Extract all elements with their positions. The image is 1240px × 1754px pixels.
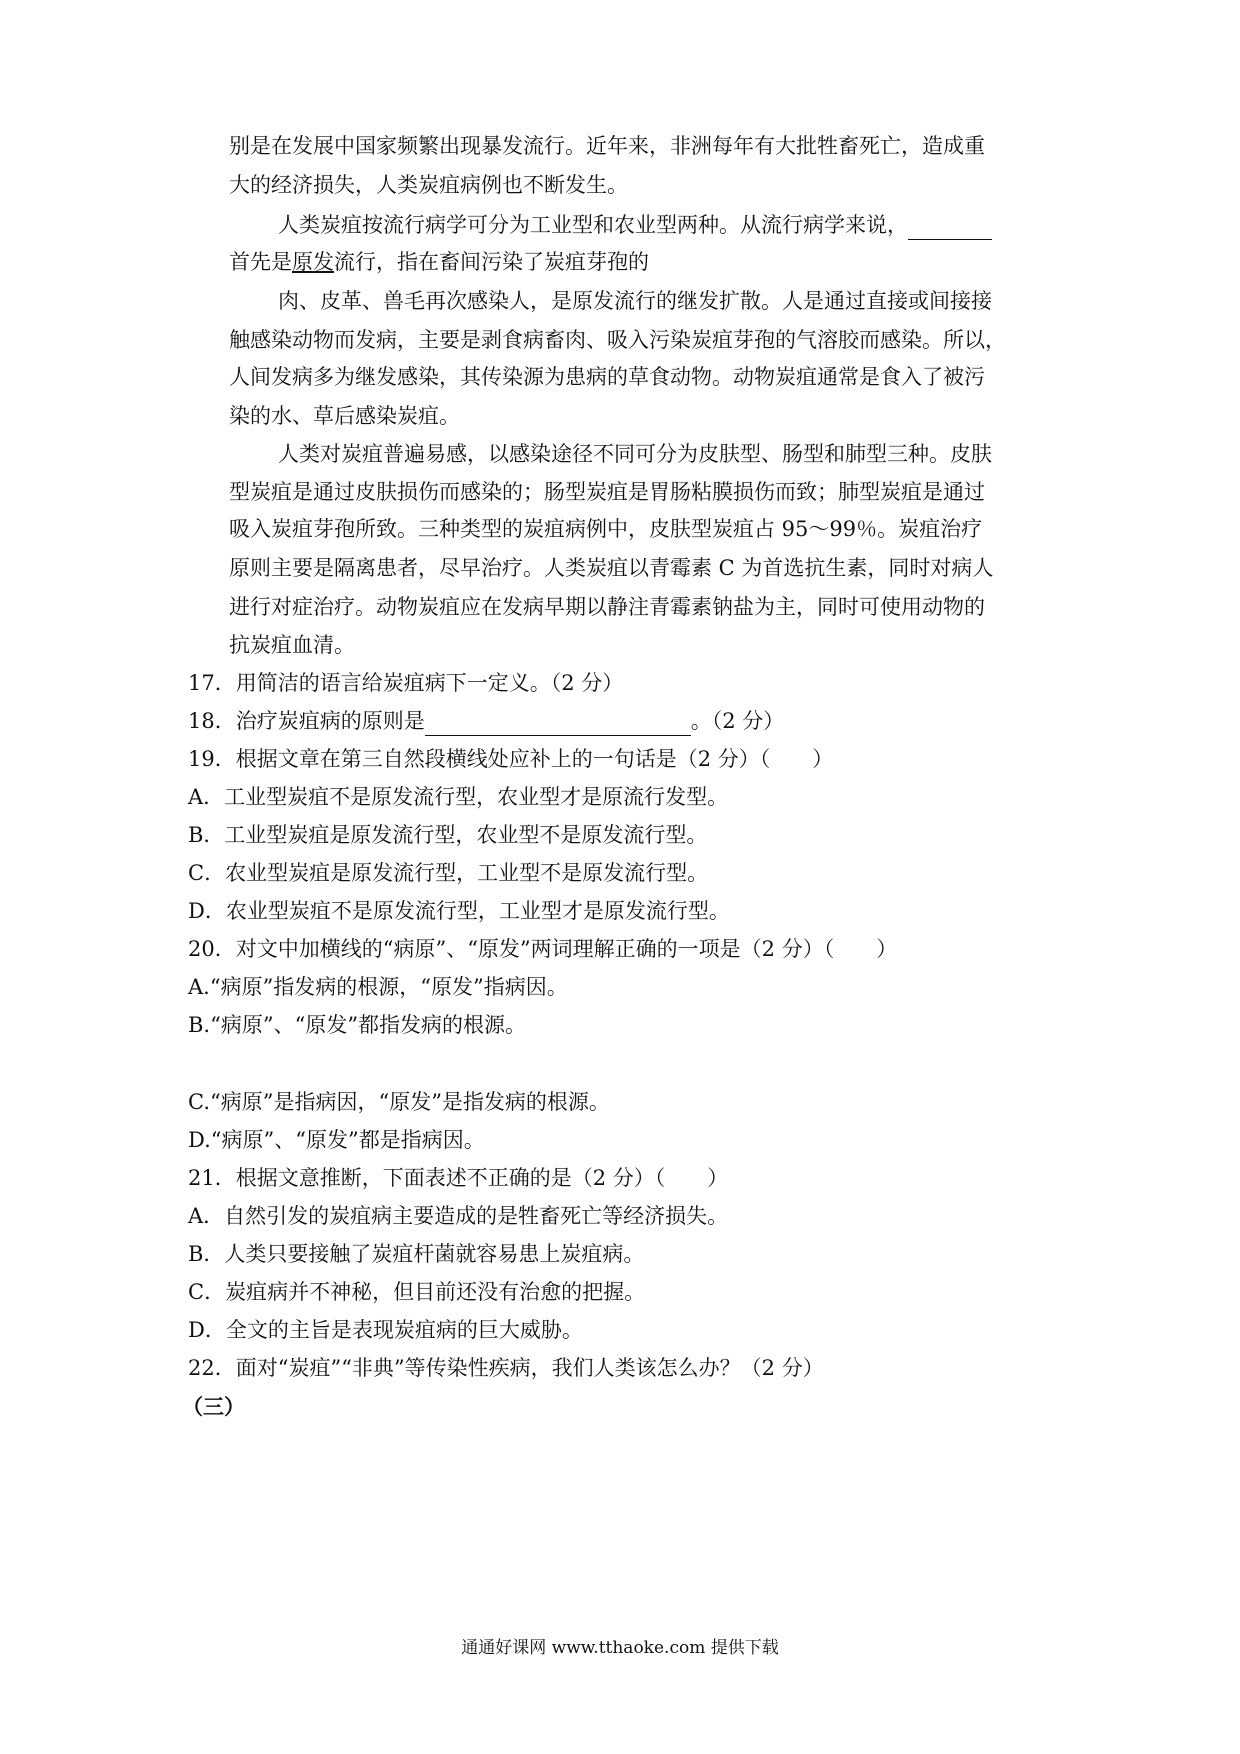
passage-line: 人类对炭疽普遍易感，以感染途径不同可分为皮肤型、肠型和肺型三种。皮肤 [278,442,992,466]
passage-line: 原则主要是隔离患者，尽早治疗。人类炭疽以青霉素 C 为首选抗生素，同时对病人 [229,556,994,580]
option-19c: C．农业型炭疽是原发流行型，工业型不是原发流行型。 [188,861,709,885]
passage-text: 首先是 [229,250,292,274]
option-21c: C．炭疽病并不神秘，但目前还没有治愈的把握。 [188,1280,646,1304]
passage-line: 触感染动物而发病，主要是剥食病畜肉、吸入污染炭疽芽孢的气溶胶而感染。所以， [229,328,1006,352]
question-21: 21．根据文意推断，下面表述不正确的是（2 分）（ ） [188,1166,729,1190]
passage-text: 流行，指在畜间污染了炭疽芽孢的 [334,250,649,274]
option-21b: B．人类只要接触了炭疽杆菌就容易患上炭疽病。 [188,1242,645,1266]
question-22: 22．面对“炭疽”“非典”等传染性疾病，我们人类该怎么办？（2 分） [188,1356,824,1380]
passage-line: 吸入炭疽芽孢所致。三种类型的炭疽病例中，皮肤型炭疽占 95～99％。炭疽治疗 [229,517,983,541]
option-20b: B.“病原”、“原发”都指发病的根源。 [188,1013,527,1037]
question-text: 。（2 分） [690,709,785,733]
question-18 [188,706,784,736]
passage-line: 进行对症治疗。动物炭疽应在发病早期以静注青霉素钠盐为主，同时可使用动物的 [229,595,985,619]
fill-blank [908,215,992,240]
passage-line [229,247,649,277]
option-20c: C.“病原”是指病因，“原发”是指发病的根源。 [188,1090,610,1114]
option-19b: B．工业型炭疽是原发流行型，农业型不是原发流行型。 [188,823,708,847]
passage-line [278,210,992,240]
question-19: 19．根据文章在第三自然段横线处应补上的一句话是（2 分）（ ） [188,747,834,771]
question-20: 20．对文中加横线的“病原”、“原发”两词理解正确的一项是（2 分）（ ） [188,937,898,961]
passage-line: 人间发病多为继发感染，其传染源为患病的草食动物。动物炭疽通常是食入了被污 [229,365,985,389]
option-20a: A.“病原”指发病的根源，“原发”指病因。 [188,975,568,999]
option-19d: D．农业型炭疽不是原发流行型，工业型才是原发流行型。 [188,899,730,923]
passage-line: 肉、皮革、兽毛再次感染人，是原发流行的继发扩散。人是通过直接或间接接 [278,289,992,313]
option-20d: D.“病原”、“原发”都是指病因。 [188,1128,485,1152]
passage-line: 染的水、草后感染炭疽。 [229,404,460,428]
passage-text: 人类炭疽按流行病学可分为工业型和农业型两种。从流行病学来说， [278,213,908,237]
section-heading: （三） [182,1394,245,1419]
passage-line: 抗炭疽血清。 [229,633,355,657]
option-21a: A．自然引发的炭疽病主要造成的是牲畜死亡等经济损失。 [188,1204,729,1228]
answer-blank [425,711,691,736]
passage-line: 别是在发展中国家频繁出现暴发流行。近年来，非洲每年有大批牲畜死亡，造成重 [229,134,985,158]
question-text: 18．治疗炭疽病的原则是 [188,709,425,733]
passage-line: 大的经济损失，人类炭疽病例也不断发生。 [229,173,628,197]
option-21d: D．全文的主旨是表现炭疽病的巨大威胁。 [188,1318,583,1342]
question-17: 17．用简洁的语言给炭疽病下一定义。（2 分） [188,671,624,695]
passage-line: 型炭疽是通过皮肤损伤而感染的；肠型炭疽是胃肠粘膜损伤而致；肺型炭疽是通过 [229,480,985,504]
page-footer: 通通好课网 www.tthaoke.com 提供下载 [461,1638,779,1658]
underlined-term: 原发 [292,250,334,274]
option-19a: A．工业型炭疽不是原发流行型，农业型才是原流行发型。 [188,785,729,809]
